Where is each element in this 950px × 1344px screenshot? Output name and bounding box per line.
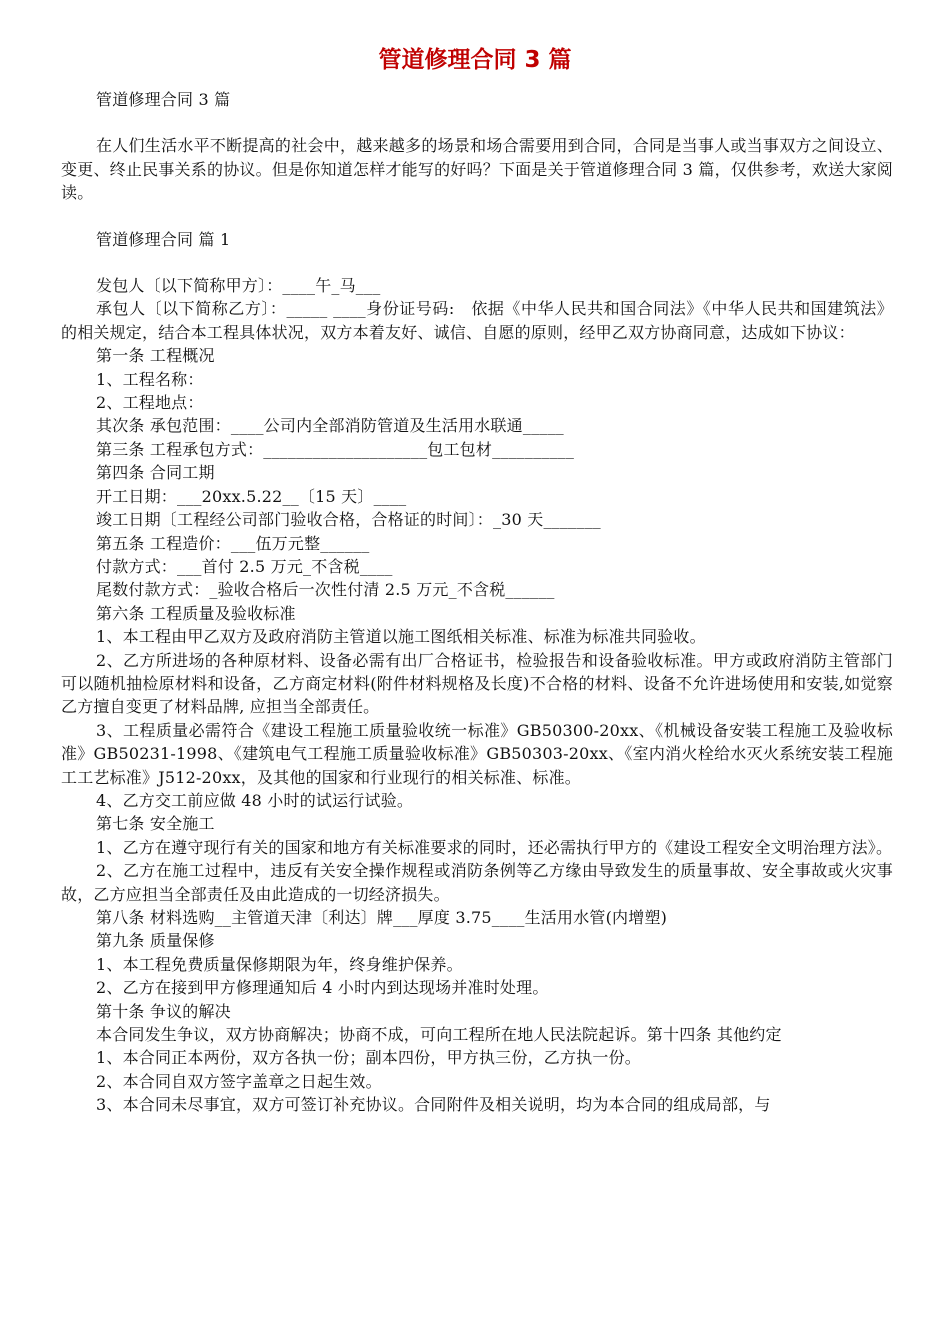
- subtitle: 管道修理合同 3 篇: [96, 90, 231, 109]
- paragraph: 2、乙方所进场的各种原材料、设备必需有出厂合格证书，检验报告和设备验收标准。甲方或政府消防主管部门可以随机抽检原材料和设备，乙方商定材料(附件材料规格及长度)不合格的材料、设备不允许进场使用和安装,如觉察乙方擅自变更了材料品牌, 应担当全部责任。: [61, 650, 893, 717]
- paragraph: 第五条 工程造价：___伍万元整______: [96, 533, 370, 553]
- paragraph: 3、工程质量必需符合《建设工程施工质量验收统一标准》GB50300-20xx、《机械设备安装工程施工及验收标准》GB50231-1998、《建筑电气工程施工质量验收标准》GB50303-20xx、《室内消火栓给水灭火系统安装工程施工工艺标准》J512-20xx，及其他的国家和行业现行的相关标准、标准。: [61, 720, 893, 787]
- section-heading: 管道修理合同 篇 1: [96, 229, 231, 249]
- paragraph: 1、本工程由甲乙双方及政府消防主管道以施工图纸相关标准、标准为标准共同验收。: [96, 627, 706, 647]
- paragraph: 其次条 承包范围：____公司内全部消防管道及生活用水联通_____: [96, 416, 564, 436]
- paragraph: 承包人〔以下简称乙方〕：_____ ____身份证号码: 依据《中华人民共和国合同法》《中华人民共和国建筑法》的相关规定，结合本工程具体状况，双方本着友好、诚信、自愿的原则，经甲乙双方协商同意，达成如下协议：: [61, 299, 893, 342]
- document-body: [61, 88, 893, 1117]
- paragraph: 本合同发生争议，双方协商解决；协商不成，可向工程所在地人民法院起诉。第十四条 其他约定: [96, 1025, 782, 1045]
- paragraph: 2、乙方在接到甲方修理通知后 4 小时内到达现场并准时处理。: [96, 978, 549, 998]
- paragraph: 第三条 工程承包方式：____________________包工包材__________: [96, 439, 575, 459]
- intro-paragraph: 在人们生活水平不断提高的社会中，越来越多的场景和场合需要用到合同，合同是当事人或当事双方之间设立、变更、终止民事关系的协议。但是你知道怎样才能写的好吗？下面是关于管道修理合同 3 篇，仅供参考，欢送大家阅读。: [61, 136, 893, 203]
- paragraph: 2、工程地点：: [96, 393, 204, 413]
- paragraph: 付款方式：___首付 2.5 万元_不含税____: [96, 556, 393, 576]
- paragraph: 第八条 材料选购__主管道天津〔利达〕牌___厚度 3.75____生活用水管(内增塑): [96, 908, 668, 927]
- paragraph: 1、工程名称：: [96, 369, 204, 389]
- paragraph: 4、乙方交工前应做 48 小时的试运行试验。: [96, 790, 414, 810]
- paragraph: 2、乙方在施工过程中，违反有关安全操作规程或消防条例等乙方缘由导致发生的质量事故、安全事故或火灾事故，乙方应担当全部责任及由此造成的一切经济损失。: [61, 861, 893, 904]
- paragraph: 3、本合同未尽事宜，双方可签订补充协议。合同附件及相关说明，均为本合同的组成局部，与: [96, 1095, 771, 1115]
- paragraph: 第九条 质量保修: [96, 931, 215, 951]
- paragraph: 发包人〔以下简称甲方〕：____午_马___: [96, 276, 381, 296]
- paragraph: 第六条 工程质量及验收标准: [96, 603, 296, 623]
- paragraph: 1、乙方在遵守现行有关的国家和地方有关标准要求的同时，还必需执行甲方的《建设工程安全文明治理方法》。: [96, 837, 893, 857]
- paragraph: 第四条 合同工期: [96, 463, 215, 483]
- paragraph: 尾数付款方式：_验收合格后一次性付清 2.5 万元_不含税______: [96, 580, 555, 600]
- paragraph: 第十条 争议的解决: [96, 1001, 231, 1021]
- paragraph: 第一条 工程概况: [96, 346, 215, 366]
- paragraph: 1、本合同正本两份，双方各执一份；副本四份，甲方执三份，乙方执一份。: [96, 1048, 641, 1068]
- paragraph: 第七条 安全施工: [96, 814, 215, 834]
- document-title: 管道修理合同 3 篇: [378, 47, 572, 73]
- paragraph: 1、本工程免费质量保修期限为年，终身维护保养。: [96, 954, 463, 974]
- paragraph: 开工日期：___20xx.5.22__〔15 天〕____: [96, 486, 407, 506]
- paragraph: 竣工日期〔工程经公司部门验收合格，合格证的时间〕：_30 天_______: [96, 510, 601, 530]
- paragraph: 2、本合同自双方签字盖章之日起生效。: [96, 1071, 382, 1091]
